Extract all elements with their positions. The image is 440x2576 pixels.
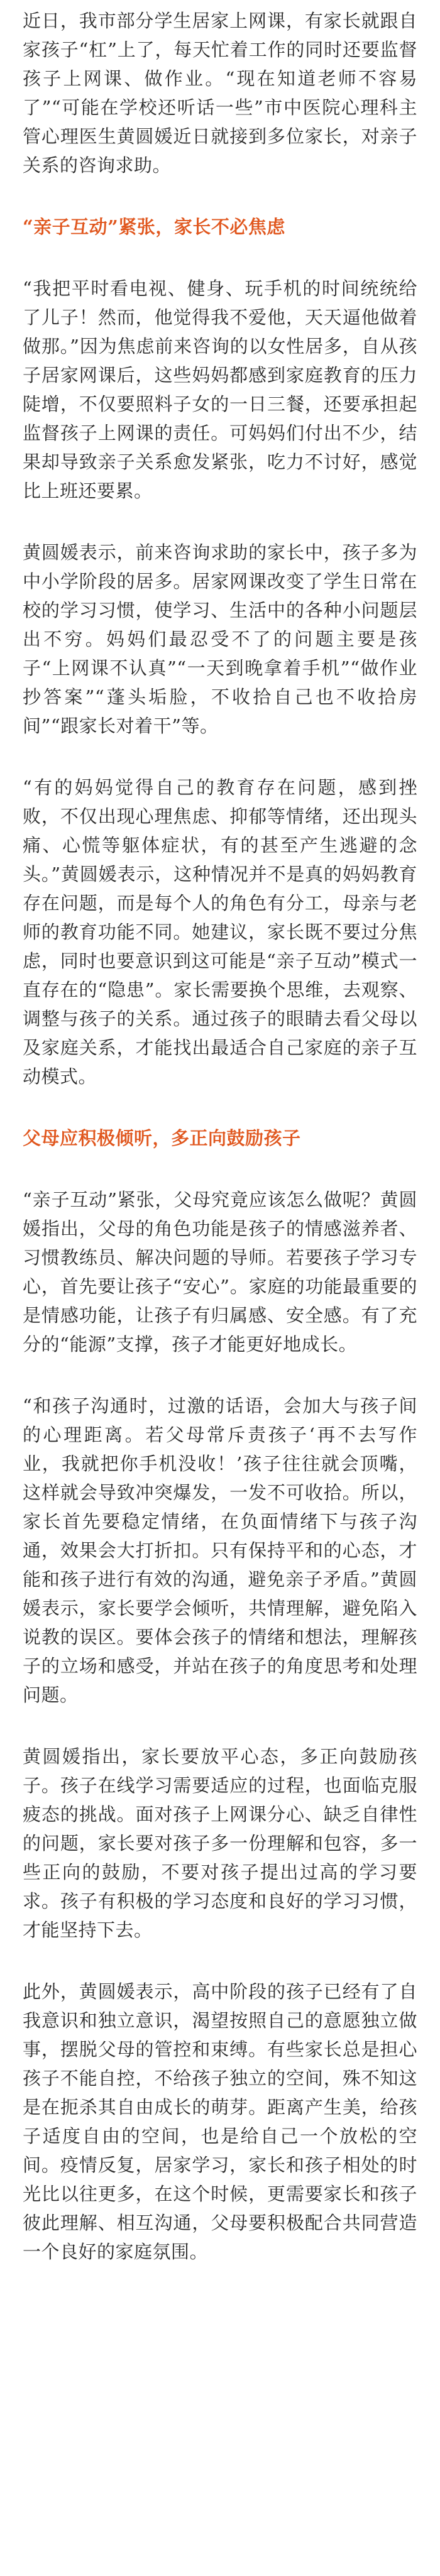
body-paragraph: “和孩子沟通时，过激的话语，会加大与孩子间的心理距离。若父母常斥责孩子‘再不去写作业，我就把你手机没收！’孩子往往就会顶嘴，这样就会导致冲突爆发，一发不可收拾。所以，家长首先要稳定情绪，在负面情绪下与孩子沟通，效果会大打折扣。只有保持平和的心态，才能和孩子进行有效的沟通，避免亲子矛盾。”黄圆媛表示，家长要学会倾听，共情理解，避免陷入说教的误区。要体会孩子的情绪和想法，理解孩子的立场和感受，并站在孩子的角度思考和处理问题。 bbox=[23, 1395, 417, 1706]
section-heading-active-listening: 父母应积极倾听，多正向鼓励孩子 bbox=[23, 1127, 301, 1149]
body-paragraph: “我把平时看电视、健身、玩手机的时间统统给了儿子！然而，他觉得我不爱他，天天逼他做着做那。”因为焦虑前来咨询的以女性居多，自从孩子居家网课后，这些妈妈都感到家庭教育的压力陡增，不仅要照料子女的一日三餐，还要承担起监督孩子上网课的责任。可妈妈们付出不少，结果却导致亲子关系愈发紧张，吃力不讨好，感觉比上班还要累。 bbox=[23, 278, 417, 501]
body-paragraph: “亲子互动”紧张，父母究竟应该怎么做呢？黄圆媛指出，父母的角色功能是孩子的情感滋养者、习惯教练员、解决问题的导师。若要孩子学习专心，首先要让孩子“安心”。家庭的功能最重要的是情感功能，让孩子有归属感、安全感。有了充分的“能源”支撑，孩子才能更好地成长。 bbox=[23, 1189, 417, 1355]
section-heading-parent-child-interaction: “亲子互动”紧张，家长不必焦虑 bbox=[23, 216, 285, 238]
body-paragraph: 黄圆媛表示，前来咨询求助的家长中，孩子多为中小学阶段的居多。居家网课改变了学生日常在校的学习习惯，使学习、生活中的各种小问题层出不穷。妈妈们最忍受不了的问题主要是孩子“上网课不认真”“一天到晚拿着手机”“做作业抄答案”“蓬头垢脸，不收拾自己也不收拾房间”“跟家长对着干”等。 bbox=[23, 542, 417, 737]
body-paragraph: “有的妈妈觉得自己的教育存在问题，感到挫败，不仅出现心理焦虑、抑郁等情绪，还出现头痛、心慌等躯体症状，有的甚至产生逃避的念头。”黄圆媛表示，这种情况并不是真的妈妈教育存在问题，而是每个人的角色有分工，母亲与老师的教育功能不同。她建议，家长既不要过分焦虑，同时也要意识到这可能是“亲子互动”模式一直存在的“隐患”。家长需要换个思维，去观察、调整与孩子的关系。通过孩子的眼睛去看父母以及家庭关系，才能找出最适合自己家庭的亲子互动模式。 bbox=[23, 777, 417, 1087]
intro-paragraph: 近日，我市部分学生居家上网课，有家长就跟自家孩子“杠”上了，每天忙着工作的同时还要监督孩子上网课、做作业。“现在知道老师不容易了”“可能在学校还听话一些”市中医院心理科主管心理医生黄圆媛近日就接到多位家长，对亲子关系的咨询求助。 bbox=[23, 10, 417, 176]
body-paragraph: 黄圆媛指出，家长要放平心态，多正向鼓励孩子。孩子在线学习需要适应的过程，也面临克服疲态的挑战。面对孩子上网课分心、缺乏自律性的问题，家长要对孩子多一份理解和包容，多一些正向的鼓励，不要对孩子提出过高的学习要求。孩子有积极的学习态度和良好的学习习惯，才能坚持下去。 bbox=[23, 1746, 417, 1941]
body-paragraph: 此外，黄圆媛表示，高中阶段的孩子已经有了自我意识和独立意识，渴望按照自己的意愿独立做事，摆脱父母的管控和束缚。有些家长总是担心孩子不能自控，不给孩子独立的空间，殊不知这是在扼杀其自由成长的萌芽。距离产生美，给孩子适度自由的空间，也是给自己一个放松的空间。疫情反复，居家学习，家长和孩子相处的时光比以往更多，在这个时候，更需要家长和孩子彼此理解、相互沟通，父母要积极配合共同营造一个良好的家庭氛围。 bbox=[23, 1981, 417, 2262]
